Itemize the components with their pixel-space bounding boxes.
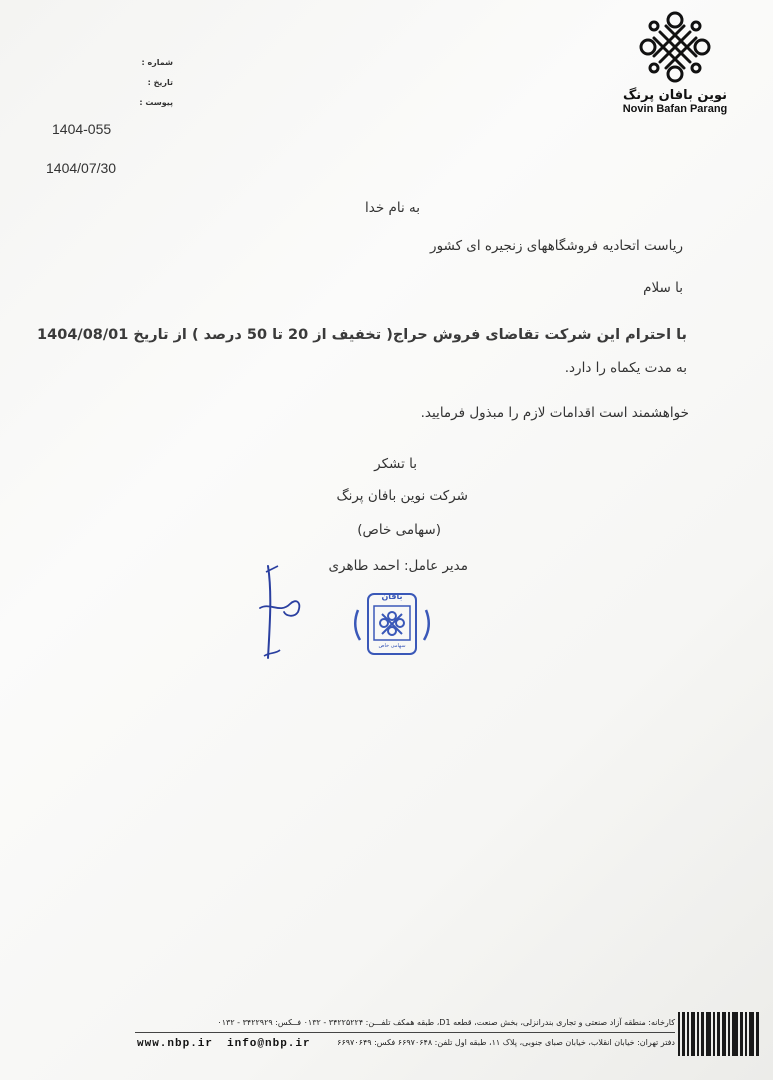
footer-left-bars bbox=[0, 1014, 130, 1058]
footer-office-address: دفتر تهران: خیابان انقلاب، خیابان صبای جنوبی، پلاک ۱۱، طبقه اول تلفن: ۶۶۹۷۰۶۴۸ فکس: ۶۶۹۷۰۶۴۹ bbox=[337, 1038, 675, 1047]
logo-name-en: Novin Bafan Parang bbox=[622, 103, 728, 115]
footer-divider bbox=[135, 1032, 675, 1033]
letterhead-footer bbox=[135, 1008, 773, 1060]
logo-name-fa: نوین بافان پرنگ bbox=[622, 88, 728, 103]
company-type: (سهامی خاص) bbox=[357, 522, 441, 538]
knot-emblem-icon bbox=[636, 8, 714, 86]
request-line: خواهشمند است اقدامات لازم را مبذول فرمایید. bbox=[420, 405, 689, 421]
letter-date: 1404/07/30 bbox=[46, 160, 117, 176]
greeting: با سلام bbox=[643, 280, 683, 296]
company-logo bbox=[615, 8, 735, 115]
stamp-bottom-text: سهامی خاص bbox=[378, 643, 406, 649]
body-line-1: با احترام این شرکت تقاضای فروش حراج( تخفیف از 20 تا 50 درصد ) از تاریخ 1404/08/01 bbox=[37, 327, 687, 343]
letter-number: 1404-055 bbox=[52, 121, 112, 137]
body-line-2: به مدت یکماه را دارد. bbox=[564, 360, 687, 376]
company-stamp bbox=[352, 590, 432, 660]
stamp-top-text: بافان bbox=[381, 592, 403, 601]
footer-right-bars bbox=[678, 1012, 773, 1056]
handwritten-signature bbox=[250, 562, 310, 662]
bismillah: به نام خدا bbox=[365, 200, 420, 216]
footer-factory-address: کارخانه: منطقه آزاد صنعتی و تجاری بندرانزلی، بخش صنعت، قطعه D1، طبقه همکف تلفـــن: ۳۴۲۲۵۲۲۴ - ۰۱۳۲ فــکس: ۳۴۲۲۹۲۹ - ۰۱۳۲ bbox=[217, 1018, 675, 1027]
footer-email[interactable]: info@nbp.ir bbox=[227, 1038, 311, 1050]
number-label: شماره : bbox=[141, 58, 173, 67]
footer-website[interactable]: www.nbp.ir bbox=[137, 1038, 214, 1050]
recipient: ریاست اتحادیه فروشگاههای زنجیره ای کشور bbox=[430, 238, 683, 254]
signatory: مدیر عامل: احمد طاهری bbox=[328, 558, 468, 574]
company-name: شرکت نوین بافان پرنگ bbox=[336, 488, 468, 504]
attachment-label: پیوست : bbox=[139, 98, 173, 107]
closing-thanks: با تشکر bbox=[374, 456, 417, 472]
date-label: تاریخ : bbox=[147, 78, 173, 87]
